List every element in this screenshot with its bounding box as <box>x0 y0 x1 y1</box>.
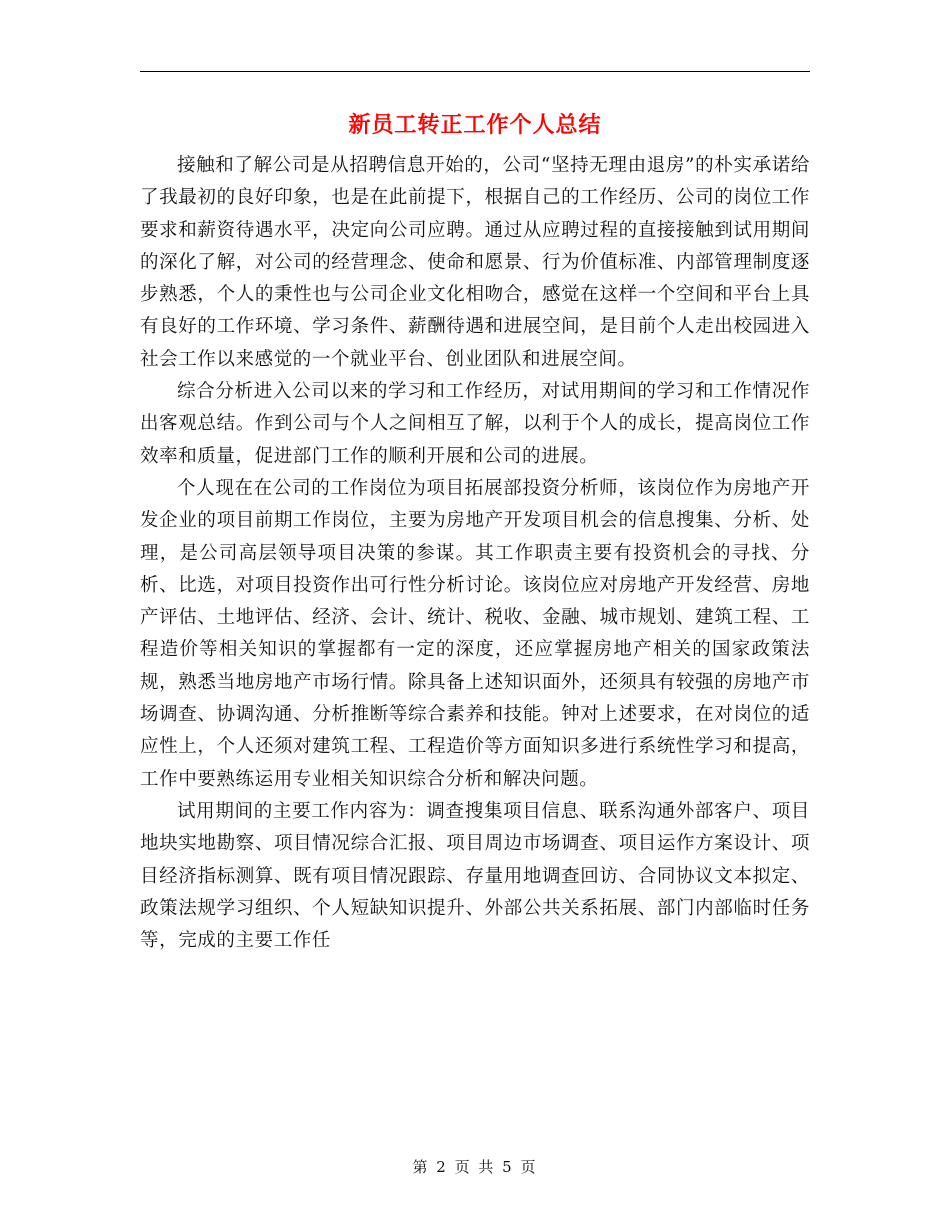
page-number: 第 2 页 共 5 页 <box>412 1158 538 1176</box>
header-rule <box>140 71 810 72</box>
paragraph-3: 个人现在在公司的工作岗位为项目拓展部投资分析师，该岗位作为房地产开发企业的项目前期工作岗位，主要为房地产开发项目机会的信息搜集、分析、处理，是公司高层领导项目决策的参谋。其工作职责主要有投资机会的寻找、分析、比选，对项目投资作出可行性分析讨论。该岗位应对房地产开发经营、房地产评估、土地评估、经济、会计、统计、税收、金融、城市规划、建筑工程、工程造价等相关知识的掌握都有一定的深度，还应掌握房地产相关的国家政策法规，熟悉当地房地产市场行情。除具备上述知识面外，还须具有较强的房地产市场调查、协调沟通、分析推断等综合素养和技能。钟对上述要求，在对岗位的适应性上，个人还须对建筑工程、工程造价等方面知识多进行系统性学习和提高，工作中要熟练运用专业相关知识综合分析和解决问题。 <box>140 477 810 790</box>
document-title: 新员工转正工作个人总结 <box>348 112 602 138</box>
paragraph-1: 接触和了解公司是从招聘信息开始的，公司“坚持无理由退房”的朴实承诺给了我最初的良好印象，也是在此前提下，根据自己的工作经历、公司的岗位工作要求和薪资待遇水平，决定向公司应聘。通过从应聘过程的直接接触到试用期间的深化了解，对公司的经营理念、使命和愿景、行为价值标准、内部管理制度逐步熟悉，个人的秉性也与公司企业文化相吻合，感觉在这样一个空间和平台上具有良好的工作环境、学习条件、薪酬待遇和进展空间，是目前个人走出校园进入社会工作以来感觉的一个就业平台、创业团队和进展空间。 <box>140 155 810 370</box>
document-body <box>140 150 810 957</box>
paragraph-4: 试用期间的主要工作内容为：调查搜集项目信息、联系沟通外部客户、项目地块实地勘察、项目情况综合汇报、项目周边市场调查、项目运作方案设计、项目经济指标测算、既有项目情况跟踪、存量用地调查回访、合同协议文本拟定、政策法规学习组织、个人短缺知识提升、外部公共关系拓展、部门内部临时任务等，完成的主要工作任 <box>140 800 810 952</box>
paragraph-2: 综合分析进入公司以来的学习和工作经历，对试用期间的学习和工作情况作出客观总结。作到公司与个人之间相互了解，以利于个人的成长，提高岗位工作效率和质量，促进部门工作的顺利开展和公司的进展。 <box>140 381 810 467</box>
